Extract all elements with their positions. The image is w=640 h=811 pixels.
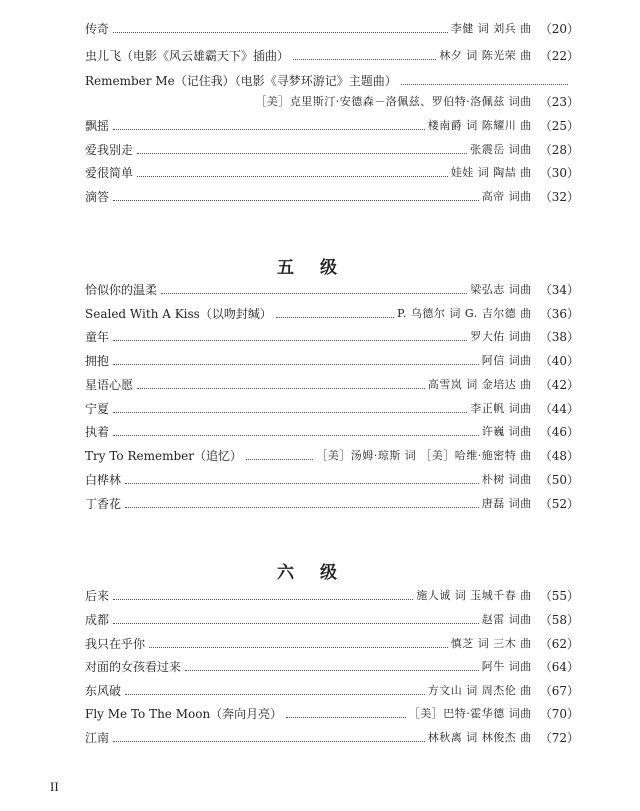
toc-entry-title: 东风破 bbox=[85, 684, 122, 698]
toc-entry-credit: 阿信 词曲 bbox=[481, 354, 532, 367]
toc-entry-title: 滴答 bbox=[85, 190, 110, 204]
toc-entry-page: （38） bbox=[539, 330, 579, 344]
toc-entry-title: 童年 bbox=[85, 330, 110, 344]
section-heading-level-6: 六级 bbox=[277, 563, 363, 583]
toc-entry-page: （32） bbox=[539, 190, 579, 204]
toc-entry-credit: 赵雷 词曲 bbox=[481, 613, 532, 626]
toc-entry-page: （52） bbox=[539, 497, 579, 511]
dot-leader bbox=[185, 669, 479, 671]
toc-entry[interactable] bbox=[85, 703, 579, 723]
toc-entry-credit: 张震岳 词曲 bbox=[470, 143, 532, 156]
toc-entry-credit: 梁弘志 词曲 bbox=[470, 283, 532, 296]
dot-leader bbox=[113, 339, 467, 341]
toc-entry-page: （28） bbox=[539, 143, 579, 157]
dot-leader bbox=[161, 292, 467, 294]
toc-entry[interactable] bbox=[85, 680, 579, 700]
toc-entry-page: （62） bbox=[539, 637, 579, 651]
toc-entry-page: （40） bbox=[539, 354, 579, 368]
toc-entry-title: Remember Me（记住我）（电影《寻梦环游记》主题曲） bbox=[85, 74, 397, 88]
toc-entry-title: 我只在乎你 bbox=[85, 637, 146, 651]
toc-entry[interactable] bbox=[85, 45, 579, 65]
toc-entry[interactable] bbox=[85, 445, 579, 465]
toc-entry-page: （48） bbox=[539, 449, 579, 463]
toc-entry-credit: ［美］克里斯汀·安德森－洛佩兹、罗伯特·洛佩兹 词曲 bbox=[255, 95, 532, 108]
toc-entry[interactable] bbox=[85, 303, 579, 323]
toc-entry-credit: 朴树 词曲 bbox=[481, 473, 532, 486]
toc-entry-title: 星语心愿 bbox=[85, 378, 134, 392]
dot-leader bbox=[246, 458, 313, 460]
toc-entry-title: 飘摇 bbox=[85, 119, 110, 133]
toc-entry[interactable] bbox=[85, 585, 579, 605]
toc-entry-title: 传奇 bbox=[85, 22, 110, 36]
toc-entry[interactable] bbox=[85, 279, 579, 299]
toc-entry[interactable] bbox=[85, 609, 579, 629]
toc-entry-page: （55） bbox=[539, 589, 579, 603]
toc-entry[interactable] bbox=[85, 493, 579, 513]
toc-entry[interactable] bbox=[85, 70, 579, 90]
toc-entry-title: 成都 bbox=[85, 613, 110, 627]
dot-leader bbox=[137, 152, 467, 154]
toc-entry-credit: 林夕 词 陈光荣 曲 bbox=[439, 49, 532, 62]
toc-entry-page: （42） bbox=[539, 378, 579, 392]
toc-entry-credit: 方文山 词 周杰伦 曲 bbox=[427, 684, 532, 697]
dot-leader bbox=[125, 482, 479, 484]
toc-entry-title: 虫儿飞（电影《风云雄霸天下》插曲） bbox=[85, 49, 290, 63]
toc-entry-page: （70） bbox=[539, 707, 579, 721]
toc-entry-page: （30） bbox=[539, 166, 579, 180]
section-heading-level-5: 五级 bbox=[277, 258, 363, 278]
toc-entry-credit: 阿牛 词曲 bbox=[481, 660, 532, 673]
toc-entry-title: 白桦林 bbox=[85, 473, 122, 487]
toc-entry-credit: 唐磊 词曲 bbox=[481, 497, 532, 510]
toc-entry-credit: ［美］汤姆·琼斯 词 ［美］哈维·施密特 曲 bbox=[316, 449, 532, 462]
dot-leader bbox=[125, 693, 425, 695]
toc-entry-page: （20） bbox=[539, 22, 579, 36]
toc-entry-credit: 李正帆 词曲 bbox=[470, 402, 532, 415]
toc-entry-page: （64） bbox=[539, 660, 579, 674]
toc-entry-continuation[interactable] bbox=[85, 91, 579, 111]
toc-entry-page: （50） bbox=[539, 473, 579, 487]
toc-entry[interactable] bbox=[85, 374, 579, 394]
toc-entry-credit: ［美］巴特·霍华德 词曲 bbox=[408, 707, 532, 720]
dot-leader bbox=[149, 646, 448, 648]
dot-leader bbox=[125, 506, 479, 508]
toc-entry-credit: 许巍 词曲 bbox=[481, 425, 532, 438]
dot-leader bbox=[137, 387, 425, 389]
toc-entry[interactable] bbox=[85, 18, 579, 38]
toc-entry-title: 爱很简单 bbox=[85, 166, 134, 180]
toc-entry-title: Try To Remember（追忆） bbox=[85, 449, 242, 463]
toc-entry-credit: 高帝 词曲 bbox=[481, 190, 532, 203]
toc-entry-credit: 慎芝 词 三木 曲 bbox=[450, 637, 532, 650]
toc-entry-page: （46） bbox=[539, 425, 579, 439]
toc-entry-page: （25） bbox=[539, 119, 579, 133]
toc-entry-page: （58） bbox=[539, 613, 579, 627]
toc-entry-title: 执着 bbox=[85, 425, 110, 439]
toc-entry-page: （22） bbox=[539, 49, 579, 63]
toc-entry-credit: 楼南爵 词 陈耀川 曲 bbox=[427, 119, 532, 132]
dot-leader bbox=[113, 740, 425, 742]
dot-leader bbox=[113, 31, 448, 33]
dot-leader bbox=[113, 434, 479, 436]
toc-entry-title: Fly Me To The Moon（奔向月亮） bbox=[85, 707, 283, 721]
dot-leader bbox=[276, 316, 394, 318]
toc-entry[interactable] bbox=[85, 469, 579, 489]
dot-leader bbox=[137, 175, 448, 177]
toc-entry-title: 恰似你的温柔 bbox=[85, 283, 158, 297]
toc-entry-page: （72） bbox=[539, 731, 579, 745]
toc-entry-credit: 林秋离 词 林俊杰 曲 bbox=[427, 731, 532, 744]
toc-entry-title: 丁香花 bbox=[85, 497, 122, 511]
toc-entry-page: （67） bbox=[539, 684, 579, 698]
toc-entry[interactable] bbox=[85, 162, 579, 182]
dot-leader bbox=[286, 716, 406, 718]
dot-leader bbox=[113, 411, 467, 413]
toc-entry[interactable] bbox=[85, 326, 579, 346]
toc-entry-title: 对面的女孩看过来 bbox=[85, 660, 182, 674]
toc-entry-credit: 高雪岚 词 金培达 曲 bbox=[427, 378, 532, 391]
toc-entry[interactable] bbox=[85, 633, 579, 653]
toc-entry[interactable] bbox=[85, 186, 579, 206]
toc-entry-page: （36） bbox=[539, 307, 579, 321]
toc-entry-credit: 娃娃 词 陶喆 曲 bbox=[450, 166, 532, 179]
toc-entry[interactable] bbox=[85, 350, 579, 370]
toc-entry-title: 江南 bbox=[85, 731, 110, 745]
toc-entry-page: （34） bbox=[539, 283, 579, 297]
toc-entry-page: （23） bbox=[539, 95, 579, 109]
dot-leader bbox=[293, 58, 436, 60]
dot-leader bbox=[401, 83, 568, 85]
toc-entry-credit: P. 乌德尔 词 G. 吉尔德 曲 bbox=[397, 307, 532, 320]
toc-entry[interactable] bbox=[85, 727, 579, 747]
toc-entry-title: 宁夏 bbox=[85, 402, 110, 416]
dot-leader bbox=[113, 598, 413, 600]
toc-entry[interactable] bbox=[85, 139, 579, 159]
toc-entry-title: 爱我别走 bbox=[85, 143, 134, 157]
page-number: II bbox=[50, 779, 59, 794]
toc-entry-title: 拥抱 bbox=[85, 354, 110, 368]
toc-entry[interactable] bbox=[85, 421, 579, 441]
toc-entry-page: （44） bbox=[539, 402, 579, 416]
toc-entry-title: 后来 bbox=[85, 589, 110, 603]
dot-leader bbox=[113, 622, 479, 624]
toc-entry-credit: 罗大佑 词曲 bbox=[470, 330, 532, 343]
dot-leader bbox=[113, 128, 425, 130]
toc-entry-credit: 李健 词 刘兵 曲 bbox=[450, 22, 532, 35]
dot-leader bbox=[113, 363, 479, 365]
toc-entry-credit: 施人诚 词 玉城千春 曲 bbox=[416, 589, 532, 602]
dot-leader bbox=[113, 199, 479, 201]
toc-entry[interactable] bbox=[85, 656, 579, 676]
toc-entry-title: Sealed With A Kiss（以吻封缄） bbox=[85, 307, 272, 321]
toc-entry[interactable] bbox=[85, 115, 579, 135]
toc-entry[interactable] bbox=[85, 398, 579, 418]
